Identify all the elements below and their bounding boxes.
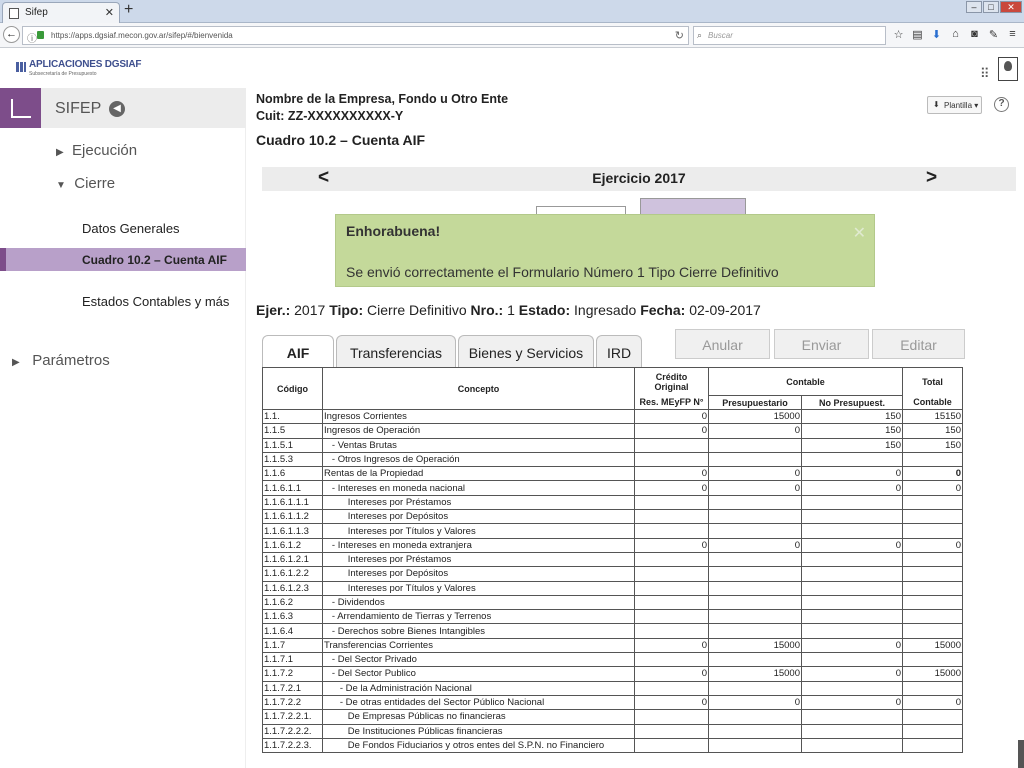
cell-value[interactable]: 0 xyxy=(709,538,802,552)
user-avatar-icon[interactable] xyxy=(998,57,1018,81)
cell-codigo: 1.1.5.1 xyxy=(263,438,323,452)
table-row xyxy=(263,581,963,595)
col-contable-total: Contable xyxy=(903,396,963,410)
table-row xyxy=(263,524,963,538)
ejercicio-bar xyxy=(262,167,1016,191)
credito-label: Crédito xyxy=(655,371,688,382)
cell-value[interactable] xyxy=(903,595,963,609)
next-year-button[interactable]: > xyxy=(926,167,938,188)
col-concepto: Concepto xyxy=(323,368,635,410)
cell-value[interactable] xyxy=(635,438,709,452)
estado-value: Ingresado xyxy=(574,302,637,318)
cell-codigo: 1.1.7.2.2.3. xyxy=(263,738,323,752)
chart-icon xyxy=(0,88,41,128)
table-row xyxy=(263,567,963,581)
back-icon[interactable]: ← xyxy=(3,26,20,43)
aif-table xyxy=(262,367,963,753)
cell-codigo: 1.1.7.2.2 xyxy=(263,695,323,709)
search-input[interactable] xyxy=(693,26,886,45)
cell-value[interactable]: 150 xyxy=(802,438,903,452)
anular-button[interactable]: Anular xyxy=(675,329,770,359)
cell-value[interactable] xyxy=(635,653,709,667)
table-row xyxy=(263,595,963,609)
cell-value[interactable]: 0 xyxy=(635,695,709,709)
cell-concepto: Transferencias Corrientes xyxy=(323,638,635,652)
toast-message: Se envió correctamente el Formulario Número 1 Tipo Cierre Definitivo xyxy=(346,264,779,280)
sidebar-item-parametros[interactable] xyxy=(12,352,110,369)
ejer-label: Ejer.: xyxy=(256,302,291,318)
sidebar-item-ejecucion[interactable] xyxy=(56,142,137,159)
cell-value[interactable] xyxy=(709,595,802,609)
reload-icon[interactable]: ↻ xyxy=(674,30,684,42)
cell-value[interactable]: 0 xyxy=(709,467,802,481)
page-title: Cuadro 10.2 – Cuenta AIF xyxy=(256,132,426,148)
cell-value[interactable]: 0 xyxy=(802,481,903,495)
cell-concepto: - Del Sector Privado xyxy=(323,653,635,667)
app-header xyxy=(0,48,1024,88)
cell-value[interactable] xyxy=(802,495,903,509)
home-icon[interactable]: ⌂ xyxy=(952,28,959,40)
cell-value[interactable]: 150 xyxy=(802,410,903,424)
cell-concepto: - Intereses en moneda nacional xyxy=(323,481,635,495)
enviar-button[interactable]: Enviar xyxy=(774,329,869,359)
cell-value[interactable] xyxy=(635,610,709,624)
cell-value[interactable]: 15150 xyxy=(903,410,963,424)
cell-value[interactable] xyxy=(635,567,709,581)
cell-value[interactable] xyxy=(635,595,709,609)
menu-icon[interactable]: ≡ xyxy=(1009,28,1016,40)
table-row xyxy=(263,495,963,509)
logo-text: APLICACIONES DGSIAF xyxy=(29,59,142,70)
logo-icon xyxy=(16,62,26,72)
cell-concepto: - Del Sector Publico xyxy=(323,667,635,681)
cell-concepto: Ingresos de Operación xyxy=(323,424,635,438)
cell-value[interactable]: 0 xyxy=(903,538,963,552)
cell-value[interactable]: 0 xyxy=(635,638,709,652)
toolbar-icons xyxy=(892,28,1019,41)
cell-concepto: - Otros Ingresos de Operación xyxy=(323,452,635,466)
cell-concepto: - De la Administración Nacional xyxy=(323,681,635,695)
cell-concepto: - De otras entidades del Sector Público Nacional xyxy=(323,695,635,709)
cell-value[interactable]: 15000 xyxy=(709,638,802,652)
sidebar-item-datos-generales[interactable]: Datos Generales xyxy=(82,221,180,236)
table-row xyxy=(263,667,963,681)
download-icon: ⬇ xyxy=(933,100,940,109)
page-icon xyxy=(9,8,19,19)
cell-value[interactable] xyxy=(635,495,709,509)
address-bar[interactable] xyxy=(22,26,689,45)
tab-title: Sifep xyxy=(25,7,48,18)
sidebar-item-label: Cuadro 10.2 – Cuenta AIF xyxy=(82,253,227,267)
table-row xyxy=(263,424,963,438)
cell-value[interactable]: 15000 xyxy=(903,638,963,652)
table-row xyxy=(263,638,963,652)
cell-value[interactable] xyxy=(802,452,903,466)
cell-value[interactable]: 0 xyxy=(802,667,903,681)
cell-value[interactable] xyxy=(802,552,903,566)
cell-value[interactable]: 150 xyxy=(903,438,963,452)
download-icon[interactable]: ⬇ xyxy=(931,29,942,41)
cell-value[interactable] xyxy=(635,581,709,595)
cell-value[interactable]: 0 xyxy=(903,467,963,481)
cell-value[interactable] xyxy=(709,624,802,638)
cell-concepto: De Instituciones Públicas financieras xyxy=(323,724,635,738)
cell-value[interactable]: 0 xyxy=(635,481,709,495)
cell-concepto: De Empresas Públicas no financieras xyxy=(323,710,635,724)
cell-codigo: 1.1.7.2.2.1. xyxy=(263,710,323,724)
cell-codigo: 1.1.6.3 xyxy=(263,610,323,624)
col-presupuestario: Presupuestario xyxy=(709,396,802,410)
sidebar-item-cuadro[interactable] xyxy=(0,248,246,271)
table-row xyxy=(263,438,963,452)
cell-codigo: 1.1.7 xyxy=(263,638,323,652)
table-row xyxy=(263,624,963,638)
cell-value[interactable]: 0 xyxy=(802,695,903,709)
estado-label: Estado: xyxy=(518,302,571,318)
sidebar-item-label: Parámetros xyxy=(32,352,110,369)
fecha-value: 02-09-2017 xyxy=(689,302,761,318)
cell-value[interactable] xyxy=(903,653,963,667)
cell-codigo: 1.1.6.1.1.1 xyxy=(263,495,323,509)
company-name: Nombre de la Empresa, Fondo u Otro Ente xyxy=(256,92,509,106)
search-placeholder: Buscar xyxy=(708,31,733,40)
cell-concepto: Intereses por Depósitos xyxy=(323,510,635,524)
cell-value[interactable] xyxy=(635,510,709,524)
table-row xyxy=(263,481,963,495)
maximize-icon[interactable]: □ xyxy=(983,1,999,13)
cell-value[interactable] xyxy=(802,510,903,524)
cell-value[interactable]: 0 xyxy=(635,538,709,552)
cell-codigo: 1.1.6.4 xyxy=(263,624,323,638)
cell-codigo: 1.1.6 xyxy=(263,467,323,481)
cell-value[interactable] xyxy=(802,681,903,695)
cell-value[interactable] xyxy=(802,653,903,667)
search-icon: ⌕ xyxy=(697,30,703,40)
cell-value[interactable]: 0 xyxy=(709,424,802,438)
sidebar-title: SIFEP xyxy=(55,100,102,117)
cell-value[interactable] xyxy=(802,581,903,595)
cell-value[interactable] xyxy=(903,681,963,695)
table-row xyxy=(263,681,963,695)
cell-value[interactable]: 0 xyxy=(709,695,802,709)
col-total: Total xyxy=(903,368,963,396)
cell-value[interactable] xyxy=(903,610,963,624)
cell-value[interactable] xyxy=(903,581,963,595)
cell-codigo: 1.1.6.1.2 xyxy=(263,538,323,552)
bookmark-star-icon[interactable]: ☆ xyxy=(893,29,904,41)
col-codigo: Código xyxy=(263,368,323,410)
table-row xyxy=(263,538,963,552)
cell-value[interactable] xyxy=(802,595,903,609)
cell-codigo: 1.1.6.1.2.2 xyxy=(263,567,323,581)
cell-value[interactable] xyxy=(709,724,802,738)
cell-value[interactable] xyxy=(903,495,963,509)
cell-codigo: 1.1.6.1.2.1 xyxy=(263,552,323,566)
cell-value[interactable] xyxy=(709,452,802,466)
browser-tab[interactable] xyxy=(2,2,120,23)
cell-codigo: 1.1.6.1.2.3 xyxy=(263,581,323,595)
nro-label: Nro.: xyxy=(470,302,504,318)
cell-concepto: Intereses por Préstamos xyxy=(323,552,635,566)
cell-value[interactable] xyxy=(709,681,802,695)
original-label: Original xyxy=(654,381,689,392)
cell-codigo: 1.1.6.1.1 xyxy=(263,481,323,495)
toast-title: Enhorabuena! xyxy=(346,223,441,239)
tipo-value: Cierre Definitivo xyxy=(367,302,467,318)
company-cuit: Cuit: ZZ-XXXXXXXXXX-Y xyxy=(256,109,404,123)
cell-concepto: Intereses por Depósitos xyxy=(323,567,635,581)
cell-value[interactable]: 0 xyxy=(802,538,903,552)
success-toast xyxy=(335,214,875,287)
col-no-presupuestario: No Presupuest. xyxy=(802,396,903,410)
cell-value[interactable] xyxy=(903,567,963,581)
cell-codigo: 1.1.7.2.2.2. xyxy=(263,724,323,738)
table-row xyxy=(263,695,963,709)
close-icon[interactable]: ✕ xyxy=(852,225,866,242)
table-row xyxy=(263,610,963,624)
cell-value[interactable] xyxy=(903,724,963,738)
sidebar-item-cierre[interactable] xyxy=(56,175,115,192)
info-icon[interactable]: ⓘ xyxy=(27,34,37,45)
cell-value[interactable] xyxy=(635,524,709,538)
extension-icon[interactable]: ✎ xyxy=(988,29,999,41)
cell-concepto: - Derechos sobre Bienes Intangibles xyxy=(323,624,635,638)
tab-aif[interactable]: AIF xyxy=(262,335,334,367)
editar-button[interactable]: Editar xyxy=(872,329,965,359)
plantilla-label: Plantilla xyxy=(944,101,973,110)
cell-value[interactable] xyxy=(709,710,802,724)
col-credito xyxy=(635,368,709,396)
cell-value[interactable] xyxy=(903,524,963,538)
cell-value[interactable]: 0 xyxy=(903,695,963,709)
tab-transferencias[interactable]: Transferencias xyxy=(336,335,456,367)
cell-value[interactable] xyxy=(903,738,963,752)
plantilla-button[interactable]: ⬇ Plantilla ▾ xyxy=(927,96,982,114)
close-tab-icon[interactable]: ✕ xyxy=(104,7,114,19)
cell-concepto: Intereses por Títulos y Valores xyxy=(323,524,635,538)
table-row xyxy=(263,452,963,466)
cell-codigo: 1.1.7.2 xyxy=(263,667,323,681)
table-row xyxy=(263,724,963,738)
cell-value[interactable]: 0 xyxy=(635,467,709,481)
help-icon[interactable]: ? xyxy=(994,97,1009,112)
ejercicio-title: Ejercicio 2017 xyxy=(592,170,686,186)
table-row xyxy=(263,467,963,481)
cell-concepto: Intereses por Títulos y Valores xyxy=(323,581,635,595)
cell-value[interactable] xyxy=(709,653,802,667)
cell-concepto: - Arrendamiento de Tierras y Terrenos xyxy=(323,610,635,624)
cell-value[interactable] xyxy=(802,524,903,538)
nro-value: 1 xyxy=(507,302,515,318)
cell-value[interactable] xyxy=(903,510,963,524)
cell-value[interactable] xyxy=(635,452,709,466)
caret-right-icon: ▶ xyxy=(12,357,20,368)
cell-value[interactable] xyxy=(635,624,709,638)
cell-value[interactable] xyxy=(903,552,963,566)
cell-value[interactable] xyxy=(635,710,709,724)
cell-value[interactable] xyxy=(709,524,802,538)
cell-value[interactable] xyxy=(709,610,802,624)
collapse-sidebar-icon[interactable]: ◀ xyxy=(109,101,125,117)
logo-subtitle: Subsecretaría de Presupuesto xyxy=(29,71,97,77)
cell-value[interactable]: 15000 xyxy=(903,667,963,681)
reading-list-icon[interactable]: ▤ xyxy=(912,29,923,41)
fecha-label: Fecha: xyxy=(640,302,686,318)
caret-down-icon: ▼ xyxy=(56,180,66,191)
cell-value[interactable]: 0 xyxy=(802,467,903,481)
cell-codigo: 1.1.5 xyxy=(263,424,323,438)
cell-value[interactable]: 0 xyxy=(709,481,802,495)
ejer-value: 2017 xyxy=(294,302,326,318)
cell-value[interactable] xyxy=(903,624,963,638)
cell-value[interactable] xyxy=(709,567,802,581)
browser-navbar xyxy=(0,23,1024,48)
cell-value[interactable] xyxy=(709,552,802,566)
col-contable: Contable xyxy=(709,368,903,396)
cell-value[interactable] xyxy=(709,510,802,524)
sidebar-item-estados[interactable]: Estados Contables y más xyxy=(82,294,230,309)
cell-value[interactable] xyxy=(802,738,903,752)
caret-right-icon: ▶ xyxy=(56,147,64,158)
cell-value[interactable]: 0 xyxy=(635,410,709,424)
cell-codigo: 1.1.6.2 xyxy=(263,595,323,609)
table-row xyxy=(263,410,963,424)
tab-bienes-servicios[interactable]: Bienes y Servicios xyxy=(458,335,594,367)
tab-ird[interactable]: IRD xyxy=(596,335,642,367)
new-tab-icon[interactable]: + xyxy=(124,1,134,18)
table-row xyxy=(263,510,963,524)
table-row xyxy=(263,653,963,667)
cell-value[interactable] xyxy=(903,452,963,466)
pocket-icon[interactable]: ◙ xyxy=(971,28,978,40)
cell-value[interactable]: 0 xyxy=(635,424,709,438)
browser-tabbar xyxy=(0,0,1024,23)
cell-value[interactable]: 150 xyxy=(903,424,963,438)
cell-value[interactable] xyxy=(802,610,903,624)
cell-value[interactable]: 15000 xyxy=(709,667,802,681)
cell-value[interactable]: 0 xyxy=(635,667,709,681)
cell-value[interactable] xyxy=(709,581,802,595)
scrollbar[interactable] xyxy=(1018,740,1024,768)
url-text: https://apps.dgsiaf.mecon.gov.ar/sifep/#/bienvenida xyxy=(51,31,233,40)
cell-value[interactable] xyxy=(802,710,903,724)
sidebar-header xyxy=(0,88,246,128)
cell-value[interactable] xyxy=(635,681,709,695)
cell-concepto: Rentas de la Propiedad xyxy=(323,467,635,481)
cell-value[interactable] xyxy=(635,552,709,566)
cell-codigo: 1.1.6.1.1.2 xyxy=(263,510,323,524)
minimize-icon[interactable]: – xyxy=(966,1,982,13)
cell-codigo: 1.1.7.1 xyxy=(263,653,323,667)
cell-concepto: - Intereses en moneda extranjera xyxy=(323,538,635,552)
cell-value[interactable] xyxy=(802,724,903,738)
col-res: Res. MEyFP N° xyxy=(635,396,709,410)
cell-codigo: 1.1.6.1.1.3 xyxy=(263,524,323,538)
sidebar-item-label: Ejecución xyxy=(72,142,138,159)
cell-concepto: - Dividendos xyxy=(323,595,635,609)
table-row xyxy=(263,552,963,566)
window-close-icon[interactable]: ✕ xyxy=(1000,1,1022,13)
cell-codigo: 1.1.7.2.1 xyxy=(263,681,323,695)
cell-codigo: 1.1. xyxy=(263,410,323,424)
cell-concepto: Intereses por Préstamos xyxy=(323,495,635,509)
table-row xyxy=(263,710,963,724)
cell-codigo: 1.1.5.3 xyxy=(263,452,323,466)
sidebar xyxy=(0,88,246,768)
form-status xyxy=(256,302,761,318)
cell-value[interactable] xyxy=(709,438,802,452)
sidebar-item-label: Cierre xyxy=(74,175,116,192)
cell-concepto: - Ventas Brutas xyxy=(323,438,635,452)
window-controls xyxy=(966,1,1022,13)
cell-value[interactable] xyxy=(802,624,903,638)
cell-value[interactable] xyxy=(709,738,802,752)
table-row xyxy=(263,738,963,752)
cell-value[interactable] xyxy=(903,710,963,724)
prev-year-button[interactable]: < xyxy=(318,167,330,188)
cell-value[interactable] xyxy=(635,724,709,738)
cell-concepto: Ingresos Corrientes xyxy=(323,410,635,424)
cell-concepto: De Fondos Fiduciarios y otros entes del S.P.N. no Financiero xyxy=(323,738,635,752)
cell-value[interactable]: 15000 xyxy=(709,410,802,424)
tipo-label: Tipo: xyxy=(329,302,364,318)
cell-value[interactable] xyxy=(635,738,709,752)
cell-value[interactable] xyxy=(802,567,903,581)
cell-value[interactable]: 0 xyxy=(802,638,903,652)
apps-grid-icon[interactable]: ⠿ xyxy=(980,66,990,81)
cell-value[interactable]: 0 xyxy=(903,481,963,495)
cell-value[interactable] xyxy=(709,495,802,509)
cell-value[interactable]: 150 xyxy=(802,424,903,438)
lock-icon xyxy=(37,31,44,39)
